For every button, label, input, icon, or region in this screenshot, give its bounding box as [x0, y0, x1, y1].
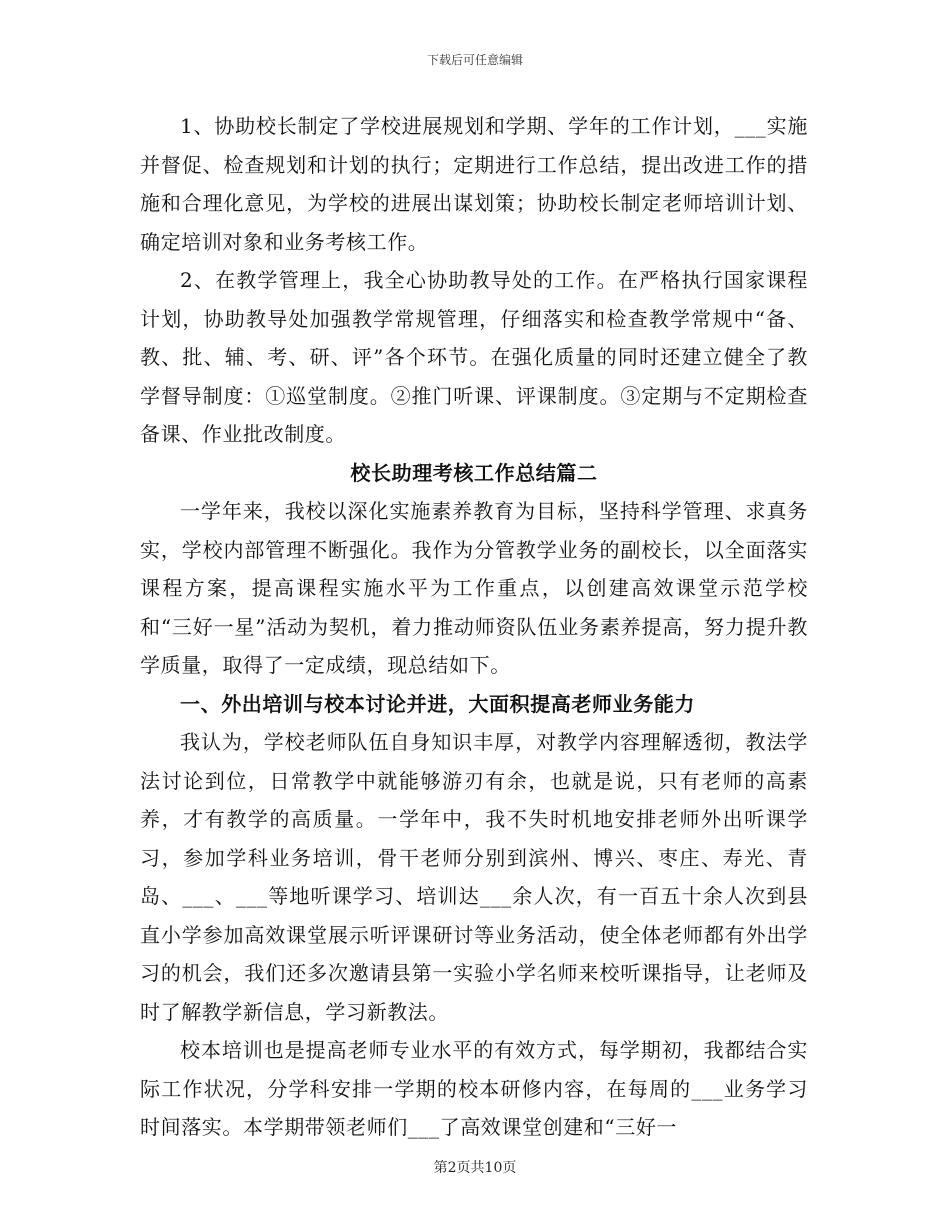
page-footer: 第2页共10页: [433, 1160, 517, 1176]
paragraph-3: 一学年来，我校以深化实施素养教育为目标，坚持科学管理、求真务实，学校内部管理不断强化。我作为分管教学业务的副校长，以全面落实课程方案，提高课程实施水平为工作重点，以创建高效课堂示范学校和“三好一星”活动为契机，着力推动师资队伍业务素养提高，努力提升教学质量，取得了一定成绩，现总结如下。: [140, 499, 808, 677]
section-heading-1: 一、外出培训与校本讨论并进，大面积提高老师业务能力: [180, 691, 695, 716]
section-title: 校长助理考核工作总结篇二: [350, 460, 598, 485]
paragraph-2: 2、在教学管理上，我全心协助教导处的工作。在严格执行国家课程计划，协助教导处加强教学常规管理，仔细落实和检查教学常规中“备、教、批、辅、考、研、评”各个环节。在强化质量的同时还建立健全了教学督导制度：①巡堂制度。②推门听课、评课制度。③定期与不定期检查备课、作业批改制度。: [140, 268, 808, 446]
paragraph-4: 我认为，学校老师队伍自身知识丰厚，对教学内容理解透彻，教法学法讨论到位，日常教学中就能够游刃有余，也就是说，只有老师的高素养，才有教学的高质量。一学年中，我不失时机地安排老师外出听课学习，参加学科业务培训，骨干老师分别到滨州、博兴、枣庄、寿光、青岛、___、___等地听课学习、培训达___余人次，有一百五十余人次到县直小学参加高效课堂展示听评课研讨等业务活动，使全体老师都有外出学习的机会，我们还多次邀请县第一实验小学名师来校听课指导，让老师及时了解教学新信息，学习新教法。: [140, 730, 808, 1024]
document-body: [140, 107, 808, 1147]
page-header: 下载后可任意编辑: [426, 53, 523, 67]
paragraph-1: 1、协助校长制定了学校进展规划和学期、学年的工作计划，___实施并督促、检查规划和计划的执行；定期进行工作总结，提出改进工作的措施和合理化意见，为学校的进展出谋划策；协助校长制定老师培训计划、确定培训对象和业务考核工作。: [140, 114, 808, 254]
paragraph-5: 校本培训也是提高老师专业水平的有效方式，每学期初，我都结合实际工作状况，分学科安排一学期的校本研修内容，在每周的___业务学习时间落实。本学期带领老师们___了高效课堂创建和“三好一: [140, 1038, 808, 1139]
